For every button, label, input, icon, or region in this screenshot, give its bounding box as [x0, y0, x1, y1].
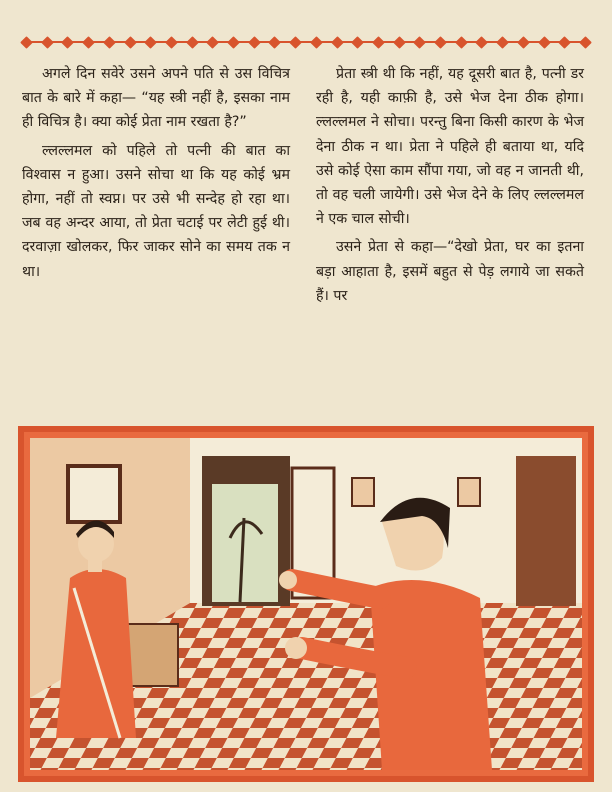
- left-text-column: [22, 62, 290, 288]
- small-picture: [458, 478, 480, 506]
- outdoor-view: [212, 484, 278, 602]
- decorative-border: [22, 34, 590, 50]
- small-picture: [352, 478, 374, 506]
- paragraph: ल्लल्लमल को पहिले तो पत्नी की बात का विश्वास न हुआ। उसने सोचा था कि यह कोई भ्रम होगा, नहीं तो स्वप्न। पर उसे भी सन्देह हो रहा था। जब वह अन्दर आया, तो प्रेता चटाई पर लेटी हुई थी। दरवाज़ा खोलकर, फिर जाकर सोने का समय तक न था।: [22, 142, 290, 280]
- wall-picture-frame: [68, 466, 120, 522]
- right-text-column: [316, 62, 584, 312]
- paragraph: उसने प्रेता से कहा—“देखो प्रेता, घर का इतना बड़ा आहाता है, इसमें बहुत से पेड़ लगाये जा सकते हैं। पर: [316, 239, 584, 304]
- right-doorway: [516, 456, 576, 606]
- paragraph: अगले दिन सवेरे उसने अपने पति से उस विचित्र बात के बारे में कहा— “यह स्त्री नहीं है, इसका नाम ही विचित्र है। क्या कोई प्रेता नाम रखता है?”: [22, 66, 290, 131]
- paragraph: प्रेता स्त्री थी कि नहीं, यह दूसरी बात है, पत्नी डर रही है, यही काफ़ी है, उसे भेज देना ठीक होगा। ल्लल्लमल ने सोचा। परन्तु बिना किसी कारण के भेज देना ठीक न था। प्रेता ने पहिले ही बताया था, यदि उसे कोई ऐसा काम सौंपा गया, जो वह न जानती थी, तो वह चली जायेगी। उसे भेज देने के लिए ल्लल्लमल ने एक चाल सोची।: [316, 66, 584, 228]
- story-illustration: [18, 426, 594, 782]
- illustration-scene: [30, 438, 582, 770]
